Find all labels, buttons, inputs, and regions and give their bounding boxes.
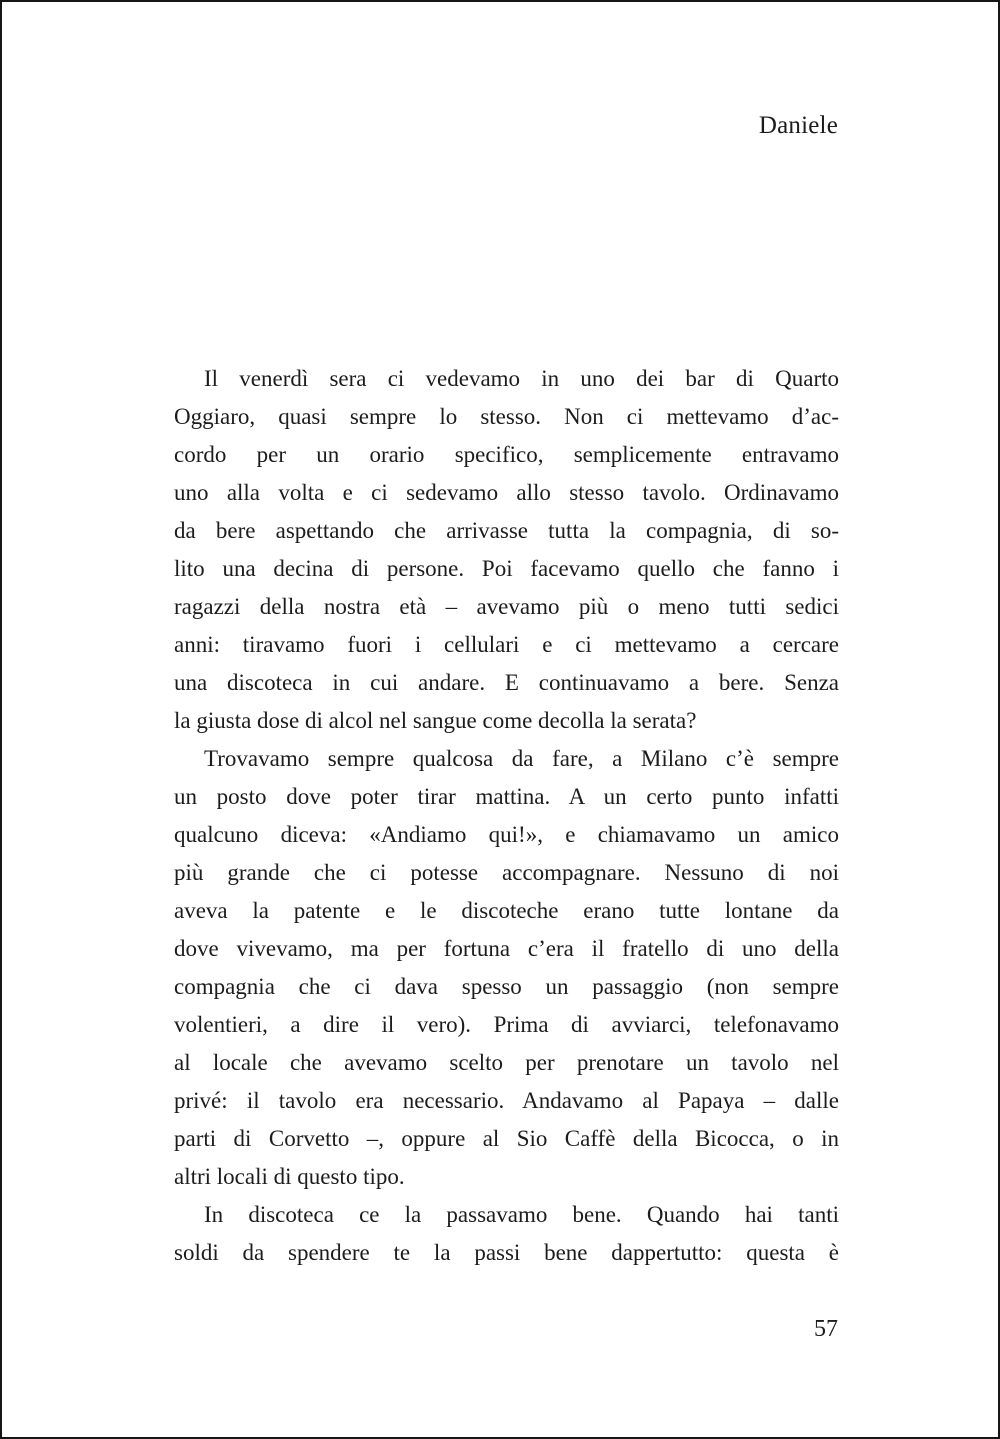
body-text: [174, 360, 839, 1272]
text-line: uno alla volta e ci sedevamo allo stesso tavolo. Ordinavamo: [174, 480, 839, 505]
text-line: compagnia che ci dava spesso un passaggio (non sempre: [174, 974, 839, 999]
text-line: altri locali di questo tipo.: [174, 1164, 405, 1189]
text-line: Oggiaro, quasi sempre lo stesso. Non ci mettevamo d’ac-: [174, 404, 839, 429]
text-line: più grande che ci potesse accompagnare. Nessuno di noi: [174, 860, 839, 885]
text-line: In discoteca ce la passavamo bene. Quando hai tanti: [204, 1202, 839, 1227]
text-line: cordo per un orario specifico, semplicemente entravamo: [174, 442, 839, 467]
page-number: 57: [814, 1316, 838, 1342]
text-line: privé: il tavolo era necessario. Andavamo al Papaya – dalle: [174, 1088, 839, 1113]
running-header: Daniele: [758, 112, 838, 139]
text-line: da bere aspettando che arrivasse tutta la compagnia, di so-: [174, 518, 839, 543]
text-line: lito una decina di persone. Poi facevamo quello che fanno i: [174, 556, 839, 581]
text-line: la giusta dose di alcol nel sangue come decolla la serata?: [174, 708, 697, 733]
text-line: una discoteca in cui andare. E continuavamo a bere. Senza: [174, 670, 839, 695]
text-line: volentieri, a dire il vero). Prima di avviarci, telefonavamo: [174, 1012, 839, 1037]
text-line: Trovavamo sempre qualcosa da fare, a Milano c’è sempre: [204, 746, 839, 771]
text-line: qualcuno diceva: «Andiamo qui!», e chiamavamo un amico: [174, 822, 839, 847]
text-line: al locale che avevamo scelto per prenotare un tavolo nel: [174, 1050, 839, 1075]
text-line: aveva la patente e le discoteche erano tutte lontane da: [174, 898, 839, 923]
text-line: anni: tiravamo fuori i cellulari e ci mettevamo a cercare: [174, 632, 839, 657]
text-line: Il venerdì sera ci vedevamo in uno dei bar di Quarto: [204, 366, 839, 391]
text-line: ragazzi della nostra età – avevamo più o meno tutti sedici: [174, 594, 839, 619]
text-line: soldi da spendere te la passi bene dappertutto: questa è: [174, 1240, 839, 1265]
text-line: parti di Corvetto –, oppure al Sio Caffè della Bicocca, o in: [174, 1126, 839, 1151]
text-line: un posto dove poter tirar mattina. A un certo punto infatti: [174, 784, 839, 809]
text-line: dove vivevamo, ma per fortuna c’era il fratello di uno della: [174, 936, 839, 961]
